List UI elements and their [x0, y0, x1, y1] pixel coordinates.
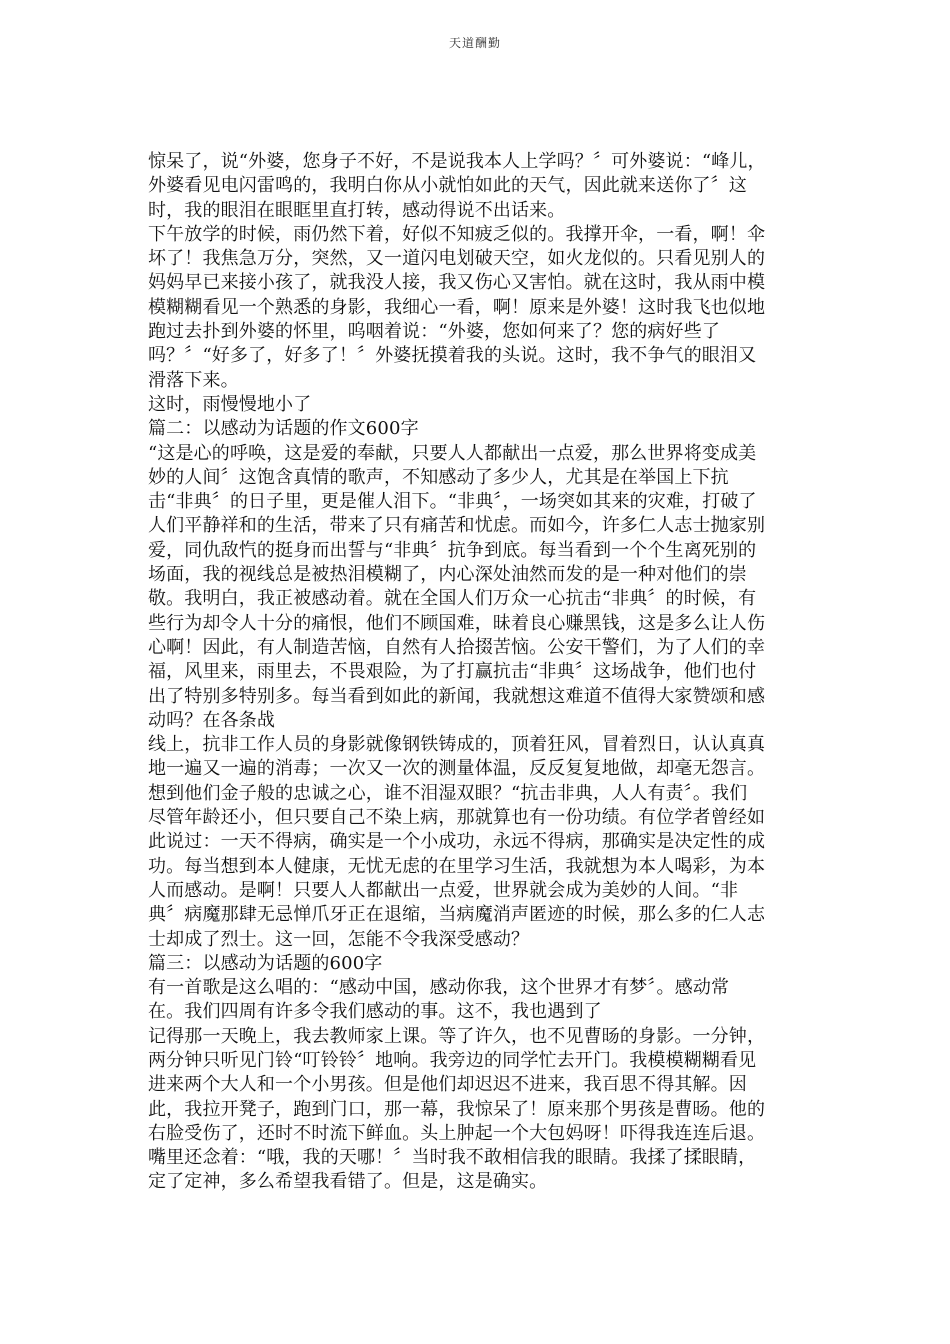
page-header: 天道酬勤	[448, 36, 501, 50]
text-line: 地一遍又一遍的消毒；一次又一次的测量体温，反反复复地做，却毫无怨言。	[148, 758, 766, 780]
text-line: 坏了！我焦急万分，突然，又一道闪电划破天空，如火龙似的。只看见别人的	[148, 248, 766, 270]
text-line: 人而感动。是啊！只要人人都献出一点爱，世界就会成为美妙的人间。“非	[148, 879, 739, 901]
text-line: 外婆看见电闪雷鸣的，我明白你从小就怕如此的天气，因此就来送你了〞这	[148, 175, 747, 197]
text-line: 些行为却令人十分的痛恨，他们不顾国难，昧着良心赚黑钱，这是多么让人伤	[148, 612, 766, 634]
text-line: 功。每当想到本人健康，无忧无虑的在里学习生活，我就想为本人喝彩，为本	[148, 855, 766, 877]
section-heading: 篇二：以感动为话题的作文600字	[148, 418, 419, 440]
text-line: 滑落下来。	[148, 369, 239, 391]
text-line: 想到他们金子般的忠诚之心，谁不泪湿双眼？“抗击非典，人人有责〞。我们	[148, 782, 748, 804]
text-line: 典〞病魔那肆无忌惮爪牙正在退缩，当病魔消声匿迹的时候，那么多的仁人志	[148, 904, 766, 926]
text-line: 妈妈早已来接小孩了，就我没人接，我又伤心又害怕。就在这时，我从雨中模	[148, 272, 766, 294]
text-line: 此说过：一天不得病，确实是一个小成功，永远不得病，那确实是决定性的成	[148, 831, 766, 853]
text-line: 下午放学的时候，雨仍然下着，好似不知疲乏似的。我撑开伞，一看，啊！伞	[148, 223, 766, 245]
text-line: 出了特别多特别多。每当看到如此的新闻，我就想这难道不值得大家赞颂和感	[148, 685, 766, 707]
text-line: 这时，雨慢慢地小了	[148, 393, 312, 415]
text-line: 吗？〞“好多了，好多了！〞外婆抚摸着我的头说。这时，我不争气的眼泪又	[148, 345, 757, 367]
text-line: 记得那一天晚上，我去教师家上课。等了许久，也不见曹旸的身影。一分钟，	[148, 1025, 766, 1047]
text-line: “这是心的呼唤，这是爱的奉献，只要人人都献出一点爱，那么世界将变成美	[148, 442, 757, 464]
text-line: 击“非典〞的日子里，更是催人泪下。“非典〞，一场突如其来的灾难，打破了	[148, 491, 757, 513]
text-line: 动吗？在各条战	[148, 709, 276, 731]
text-line: 士却成了烈士。这一回，怎能不令我深受感动？	[148, 928, 530, 950]
text-line: 尽管年龄还小，但只要自己不染上病，那就算也有一份功绩。有位学者曾经如	[148, 807, 766, 829]
text-line: 在。我们四周有许多令我们感动的事。这不，我也遇到了	[148, 1001, 602, 1023]
text-line: 爱，同仇敌忾的挺身而出誓与“非典〞抗争到底。每当看到一个个生离死别的	[148, 539, 757, 561]
text-line: 嘴里还念着：“哦，我的天哪！〞当时我不敢相信我的眼睛。我揉了揉眼睛，	[148, 1147, 757, 1169]
text-line: 时，我的眼泪在眼眶里直打转，感动得说不出话来。	[148, 199, 566, 221]
text-line: 场面，我的视线总是被热泪模糊了，内心深处油然而发的是一种对他们的崇	[148, 564, 747, 586]
document-body	[148, 150, 808, 1195]
text-line: 惊呆了，说“外婆，您身子不好，不是说我本人上学吗？〞可外婆说：“峰儿，	[148, 151, 766, 172]
text-line: 人们平静祥和的生活，带来了只有痛苦和忧虑。而如今，许多仁人志士抛家别	[148, 515, 766, 537]
text-line: 进来两个大人和一个小男孩。但是他们却迟迟不进来，我百思不得其解。因	[148, 1074, 747, 1096]
text-line: 线上，抗非工作人员的身影就像钢铁铸成的，顶着狂风，冒着烈日，认认真真	[148, 734, 766, 756]
text-line: 敬。我明白，我正被感动着。就在全国人们万众一心抗击“非典〞的时候，有	[148, 588, 757, 610]
text-line: 福，风里来，雨里去，不畏艰险，为了打赢抗击“非典〞这场战争，他们也付	[148, 661, 757, 683]
text-line: 定了定神，多么希望我看错了。但是，这是确实。	[148, 1171, 548, 1193]
text-line: 模糊糊看见一个熟悉的身影，我细心一看，啊！原来是外婆！这时我飞也似地	[148, 296, 766, 318]
text-line: 心啊！因此，有人制造苦恼，自然有人拾掇苦恼。公安干警们，为了人们的幸	[148, 636, 766, 658]
text-line: 两分钟只听见门铃“叮铃铃〞地响。我旁边的同学忙去开门。我模模糊糊看见	[148, 1049, 757, 1071]
text-line: 此，我拉开凳子，跑到门口，那一幕，我惊呆了！原来那个男孩是曹旸。他的	[148, 1098, 766, 1120]
text-line: 有一首歌是这么唱的：“感动中国，感动你我，这个世界才有梦〞。感动常	[148, 977, 730, 999]
section-heading: 篇三：以感动为话题的600字	[148, 952, 383, 974]
text-line: 右脸受伤了，还时不时流下鲜血。头上肿起一个大包妈呀！吓得我连连后退。	[148, 1122, 766, 1144]
text-line: 跑过去扑到外婆的怀里，呜咽着说：“外婆，您如何来了？您的病好些了	[148, 321, 720, 343]
text-line: 妙的人间〞这饱含真情的歌声，不知感动了多少人，尤其是在举国上下抗	[148, 466, 729, 488]
